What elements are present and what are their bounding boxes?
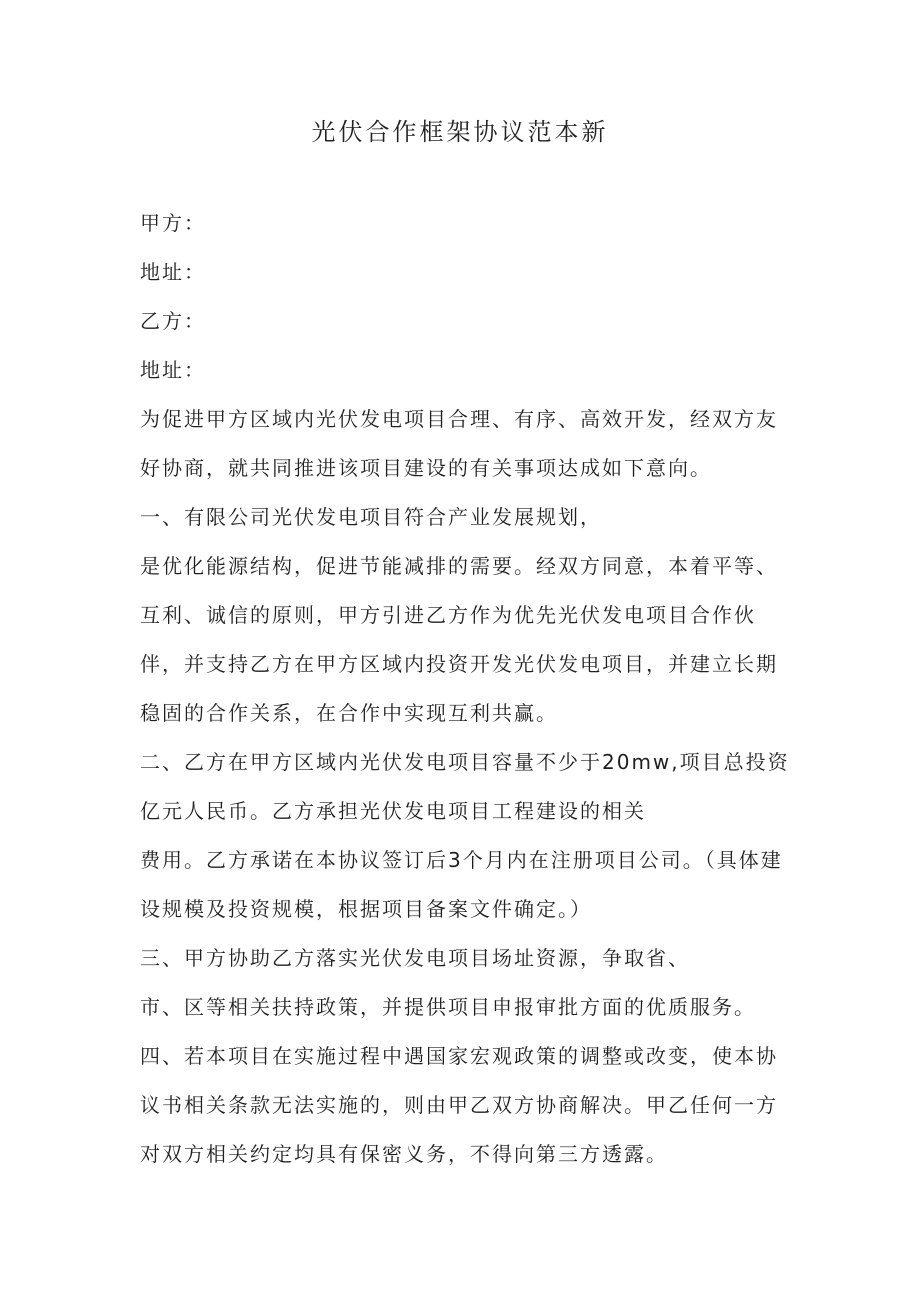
party-b-label: 乙方： [140, 309, 206, 333]
clause-2-line: 设规模及投资规模，根据项目备案文件确定。） [140, 897, 592, 921]
party-a-label: 甲方： [140, 211, 206, 235]
document-body [140, 205, 790, 1185]
clause-2-line: 亿元人民币。乙方承担光伏发电项目工程建设的相关 [140, 799, 646, 823]
clause-1-line: 一、有限公司光伏发电项目符合产业发展规划， [140, 505, 602, 529]
preamble-line: 为促进甲方区域内光伏发电项目合理、有序、高效开发，经双方友 [140, 407, 778, 431]
document-title: 光伏合作框架协议范本新 [311, 118, 609, 146]
clause-4-line: 对双方相关约定均具有保密义务，不得向第三方透露。 [140, 1142, 668, 1166]
clause-2-line: 二、乙方在甲方区域内光伏发电项目容量不少于20mw,项目总投资 [140, 750, 790, 774]
preamble-line: 好协商，就共同推进该项目建设的有关事项达成如下意向。 [140, 456, 712, 480]
clause-3-line: 市、区等相关扶持政策，并提供项目申报审批方面的优质服务。 [140, 995, 756, 1019]
party-b-address-label: 地址： [140, 358, 206, 382]
clause-4-line: 议书相关条款无法实施的，则由甲乙双方协商解决。甲乙任何一方 [140, 1093, 778, 1117]
clause-4-line: 四、若本项目在实施过程中遇国家宏观政策的调整或改变，使本协 [140, 1044, 778, 1068]
clause-2-line: 费用。乙方承诺在本协议签订后3个月内在注册项目公司。（具体建 [140, 848, 783, 872]
clause-1-line: 伴，并支持乙方在甲方区域内投资开发光伏发电项目，并建立长期 [140, 652, 778, 676]
clause-1-line: 互利、诚信的原则，甲方引进乙方作为优先光伏发电项目合作伙 [140, 603, 756, 627]
clause-1-line: 稳固的合作关系，在合作中实现互利共赢。 [140, 701, 558, 725]
clause-3-line: 三、甲方协助乙方落实光伏发电项目场址资源，争取省、 [140, 946, 690, 970]
party-a-address-label: 地址： [140, 260, 206, 284]
clause-1-line: 是优化能源结构，促进节能减排的需要。经双方同意，本着平等、 [140, 554, 778, 578]
